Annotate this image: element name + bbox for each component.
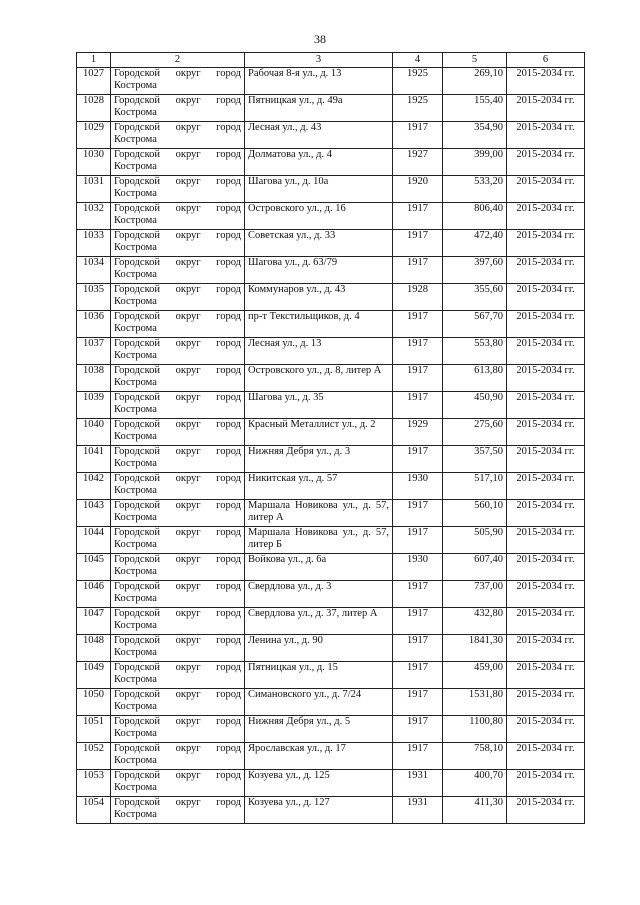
area-cell: 567,70 — [443, 311, 507, 338]
table-row — [77, 473, 585, 500]
row-number: 1027 — [77, 68, 111, 95]
period-cell: 2015-2034 гг. — [507, 716, 585, 743]
area-cell: 354,90 — [443, 122, 507, 149]
year-cell: 1928 — [393, 284, 443, 311]
year-cell: 1925 — [393, 68, 443, 95]
area-cell: 397,60 — [443, 257, 507, 284]
table-row — [77, 797, 585, 824]
year-cell: 1917 — [393, 527, 443, 554]
year-cell: 1917 — [393, 122, 443, 149]
address-cell: Никитская ул., д. 57 — [245, 473, 393, 500]
year-cell: 1917 — [393, 662, 443, 689]
row-number: 1043 — [77, 500, 111, 527]
municipality-cell: Городской округ город Кострома — [111, 635, 245, 662]
municipality-cell: Городской округ город Кострома — [111, 149, 245, 176]
year-cell: 1920 — [393, 176, 443, 203]
municipality-cell: Городской округ город Кострома — [111, 257, 245, 284]
area-cell: 411,30 — [443, 797, 507, 824]
housing-registry-table — [76, 52, 585, 824]
table-row — [77, 149, 585, 176]
row-number: 1046 — [77, 581, 111, 608]
area-cell: 505,90 — [443, 527, 507, 554]
area-cell: 1841,30 — [443, 635, 507, 662]
area-cell: 553,80 — [443, 338, 507, 365]
address-cell: Островского ул., д. 16 — [245, 203, 393, 230]
municipality-cell: Городской округ город Кострома — [111, 446, 245, 473]
page-number: 38 — [314, 32, 326, 46]
column-header-6: 6 — [507, 53, 585, 68]
year-cell: 1917 — [393, 689, 443, 716]
year-cell: 1917 — [393, 311, 443, 338]
year-cell: 1930 — [393, 473, 443, 500]
period-cell: 2015-2034 гг. — [507, 419, 585, 446]
period-cell: 2015-2034 гг. — [507, 554, 585, 581]
row-number: 1045 — [77, 554, 111, 581]
table-row — [77, 365, 585, 392]
area-cell: 737,00 — [443, 581, 507, 608]
municipality-cell: Городской округ город Кострома — [111, 95, 245, 122]
table-row — [77, 176, 585, 203]
period-cell: 2015-2034 гг. — [507, 770, 585, 797]
municipality-cell: Городской округ город Кострома — [111, 662, 245, 689]
area-cell: 806,40 — [443, 203, 507, 230]
address-cell: Лесная ул., д. 13 — [245, 338, 393, 365]
municipality-cell: Городской округ город Кострома — [111, 500, 245, 527]
municipality-cell: Городской округ город Кострома — [111, 527, 245, 554]
table-row — [77, 203, 585, 230]
row-number: 1029 — [77, 122, 111, 149]
period-cell: 2015-2034 гг. — [507, 446, 585, 473]
row-number: 1041 — [77, 446, 111, 473]
period-cell: 2015-2034 гг. — [507, 635, 585, 662]
table-row — [77, 716, 585, 743]
period-cell: 2015-2034 гг. — [507, 608, 585, 635]
year-cell: 1917 — [393, 608, 443, 635]
area-cell: 355,60 — [443, 284, 507, 311]
municipality-cell: Городской округ город Кострома — [111, 392, 245, 419]
period-cell: 2015-2034 гг. — [507, 338, 585, 365]
year-cell: 1917 — [393, 392, 443, 419]
table-row — [77, 689, 585, 716]
header-row — [77, 53, 585, 68]
address-cell: Свердлова ул., д. 37, литер А — [245, 608, 393, 635]
table-row — [77, 338, 585, 365]
address-cell: Островского ул., д. 8, литер А — [245, 365, 393, 392]
period-cell: 2015-2034 гг. — [507, 203, 585, 230]
column-header-4: 4 — [393, 53, 443, 68]
period-cell: 2015-2034 гг. — [507, 68, 585, 95]
address-cell: Маршала Новикова ул., д. 57, литер Б — [245, 527, 393, 554]
address-cell: Свердлова ул., д. 3 — [245, 581, 393, 608]
area-cell: 517,10 — [443, 473, 507, 500]
year-cell: 1917 — [393, 257, 443, 284]
period-cell: 2015-2034 гг. — [507, 257, 585, 284]
area-cell: 450,90 — [443, 392, 507, 419]
period-cell: 2015-2034 гг. — [507, 392, 585, 419]
row-number: 1036 — [77, 311, 111, 338]
row-number: 1048 — [77, 635, 111, 662]
period-cell: 2015-2034 гг. — [507, 284, 585, 311]
year-cell: 1917 — [393, 365, 443, 392]
row-number: 1028 — [77, 95, 111, 122]
address-cell: Козуева ул., д. 125 — [245, 770, 393, 797]
period-cell: 2015-2034 гг. — [507, 365, 585, 392]
row-number: 1053 — [77, 770, 111, 797]
row-number: 1034 — [77, 257, 111, 284]
municipality-cell: Городской округ город Кострома — [111, 122, 245, 149]
period-cell: 2015-2034 гг. — [507, 500, 585, 527]
municipality-cell: Городской округ город Кострома — [111, 311, 245, 338]
year-cell: 1930 — [393, 554, 443, 581]
address-cell: Симановского ул., д. 7/24 — [245, 689, 393, 716]
address-cell: Нижняя Дебря ул., д. 5 — [245, 716, 393, 743]
period-cell: 2015-2034 гг. — [507, 149, 585, 176]
address-cell: Рабочая 8-я ул., д. 13 — [245, 68, 393, 95]
table-row — [77, 581, 585, 608]
area-cell: 1531,80 — [443, 689, 507, 716]
row-number: 1051 — [77, 716, 111, 743]
area-cell: 399,00 — [443, 149, 507, 176]
area-cell: 459,00 — [443, 662, 507, 689]
row-number: 1037 — [77, 338, 111, 365]
table-header — [77, 53, 585, 68]
row-number: 1044 — [77, 527, 111, 554]
table-row — [77, 554, 585, 581]
row-number: 1030 — [77, 149, 111, 176]
address-cell: Шагова ул., д. 35 — [245, 392, 393, 419]
address-cell: Лесная ул., д. 43 — [245, 122, 393, 149]
municipality-cell: Городской округ город Кострома — [111, 770, 245, 797]
period-cell: 2015-2034 гг. — [507, 473, 585, 500]
table-row — [77, 770, 585, 797]
address-cell: Ленина ул., д. 90 — [245, 635, 393, 662]
address-cell: Красный Металлист ул., д. 2 — [245, 419, 393, 446]
table-row — [77, 527, 585, 554]
period-cell: 2015-2034 гг. — [507, 689, 585, 716]
address-cell: Нижняя Дебря ул., д. 3 — [245, 446, 393, 473]
municipality-cell: Городской округ город Кострома — [111, 581, 245, 608]
column-header-3: 3 — [245, 53, 393, 68]
year-cell: 1931 — [393, 770, 443, 797]
row-number: 1038 — [77, 365, 111, 392]
address-cell: Маршала Новикова ул., д. 57, литер А — [245, 500, 393, 527]
year-cell: 1917 — [393, 203, 443, 230]
address-cell: Ярославская ул., д. 17 — [245, 743, 393, 770]
period-cell: 2015-2034 гг. — [507, 527, 585, 554]
row-number: 1050 — [77, 689, 111, 716]
area-cell: 269,10 — [443, 68, 507, 95]
table-row — [77, 635, 585, 662]
area-cell: 432,80 — [443, 608, 507, 635]
column-header-5: 5 — [443, 53, 507, 68]
address-cell: Советская ул., д. 33 — [245, 230, 393, 257]
address-cell: пр-т Текстильщиков, д. 4 — [245, 311, 393, 338]
municipality-cell: Городской округ город Кострома — [111, 68, 245, 95]
column-header-1: 1 — [77, 53, 111, 68]
municipality-cell: Городской округ город Кострома — [111, 797, 245, 824]
period-cell: 2015-2034 гг. — [507, 122, 585, 149]
row-number: 1031 — [77, 176, 111, 203]
table-row — [77, 662, 585, 689]
table-row — [77, 311, 585, 338]
address-cell: Войкова ул., д. 6а — [245, 554, 393, 581]
table-row — [77, 446, 585, 473]
year-cell: 1917 — [393, 743, 443, 770]
year-cell: 1931 — [393, 797, 443, 824]
period-cell: 2015-2034 гг. — [507, 230, 585, 257]
address-cell: Шагова ул., д. 63/79 — [245, 257, 393, 284]
address-cell: Долматова ул., д. 4 — [245, 149, 393, 176]
table-row — [77, 95, 585, 122]
municipality-cell: Городской округ город Кострома — [111, 473, 245, 500]
year-cell: 1917 — [393, 716, 443, 743]
municipality-cell: Городской округ город Кострома — [111, 419, 245, 446]
municipality-cell: Городской округ город Кострома — [111, 338, 245, 365]
row-number: 1054 — [77, 797, 111, 824]
row-number: 1035 — [77, 284, 111, 311]
table-row — [77, 68, 585, 95]
municipality-cell: Городской округ город Кострома — [111, 365, 245, 392]
row-number: 1042 — [77, 473, 111, 500]
municipality-cell: Городской округ город Кострома — [111, 230, 245, 257]
area-cell: 275,60 — [443, 419, 507, 446]
year-cell: 1917 — [393, 635, 443, 662]
address-cell: Пятницкая ул., д. 15 — [245, 662, 393, 689]
year-cell: 1917 — [393, 230, 443, 257]
row-number: 1033 — [77, 230, 111, 257]
year-cell: 1927 — [393, 149, 443, 176]
municipality-cell: Городской округ город Кострома — [111, 743, 245, 770]
municipality-cell: Городской округ город Кострома — [111, 554, 245, 581]
year-cell: 1925 — [393, 95, 443, 122]
table-row — [77, 257, 585, 284]
period-cell: 2015-2034 гг. — [507, 176, 585, 203]
table-row — [77, 608, 585, 635]
year-cell: 1929 — [393, 419, 443, 446]
area-cell: 758,10 — [443, 743, 507, 770]
area-cell: 400,70 — [443, 770, 507, 797]
row-number: 1052 — [77, 743, 111, 770]
year-cell: 1917 — [393, 581, 443, 608]
table-row — [77, 284, 585, 311]
table-body — [77, 68, 585, 824]
year-cell: 1917 — [393, 338, 443, 365]
municipality-cell: Городской округ город Кострома — [111, 716, 245, 743]
row-number: 1047 — [77, 608, 111, 635]
column-header-2: 2 — [111, 53, 245, 68]
period-cell: 2015-2034 гг. — [507, 95, 585, 122]
address-cell: Козуева ул., д. 127 — [245, 797, 393, 824]
municipality-cell: Городской округ город Кострома — [111, 689, 245, 716]
area-cell: 607,40 — [443, 554, 507, 581]
table-row — [77, 392, 585, 419]
municipality-cell: Городской округ город Кострома — [111, 608, 245, 635]
area-cell: 533,20 — [443, 176, 507, 203]
table-row — [77, 743, 585, 770]
table-row — [77, 122, 585, 149]
municipality-cell: Городской округ город Кострома — [111, 284, 245, 311]
area-cell: 472,40 — [443, 230, 507, 257]
table-row — [77, 419, 585, 446]
period-cell: 2015-2034 гг. — [507, 797, 585, 824]
table-row — [77, 230, 585, 257]
area-cell: 357,50 — [443, 446, 507, 473]
address-cell: Пятницкая ул., д. 49а — [245, 95, 393, 122]
row-number: 1049 — [77, 662, 111, 689]
row-number: 1040 — [77, 419, 111, 446]
municipality-cell: Городской округ город Кострома — [111, 176, 245, 203]
area-cell: 155,40 — [443, 95, 507, 122]
table-row — [77, 500, 585, 527]
period-cell: 2015-2034 гг. — [507, 581, 585, 608]
row-number: 1039 — [77, 392, 111, 419]
area-cell: 1100,80 — [443, 716, 507, 743]
year-cell: 1917 — [393, 500, 443, 527]
address-cell: Шагова ул., д. 10а — [245, 176, 393, 203]
address-cell: Коммунаров ул., д. 43 — [245, 284, 393, 311]
year-cell: 1917 — [393, 446, 443, 473]
period-cell: 2015-2034 гг. — [507, 662, 585, 689]
period-cell: 2015-2034 гг. — [507, 311, 585, 338]
municipality-cell: Городской округ город Кострома — [111, 203, 245, 230]
area-cell: 560,10 — [443, 500, 507, 527]
period-cell: 2015-2034 гг. — [507, 743, 585, 770]
row-number: 1032 — [77, 203, 111, 230]
area-cell: 613,80 — [443, 365, 507, 392]
